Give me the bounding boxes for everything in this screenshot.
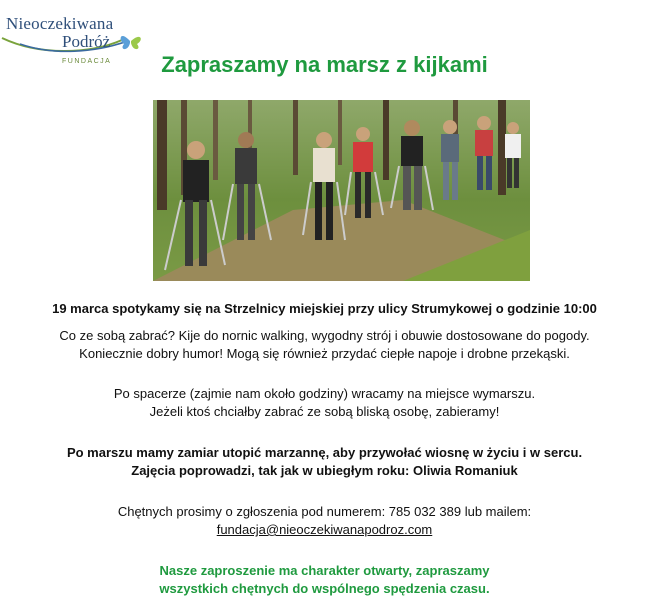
logo-name-line2: Podróż <box>62 32 111 51</box>
marzanna-line-1: Po marszu mamy zamiar utopić marzannę, aby przywołać wiosnę w życiu i w sercu. <box>66 445 583 460</box>
signup-text: Chętnych prosimy o zgłoszenia pod numerem: 785 032 389 lub mailem: <box>117 504 532 519</box>
logo-name-line1: Nieoczekiwana <box>6 14 114 33</box>
what-to-bring-line-1: Co ze sobą zabrać? Kije do nornic walking, wygodny strój i obuwie dostosowane do pogody. <box>59 328 590 343</box>
after-walk-line-2: Jeżeli ktoś chciałby zabrać ze sobą bliską osobę, zabieramy! <box>149 404 500 419</box>
event-date-location: 19 marca spotykamy się na Strzelnicy miejskiej przy ulicy Strumykowej o godzinie 10:00 <box>52 301 597 316</box>
logo-subtitle: FUNDACJA <box>62 58 112 65</box>
what-to-bring-line-2: Koniecznie dobry humor! Mogą się również przydać ciepłe napoje i drobne przekąski. <box>79 346 570 361</box>
instructor-line: Zajęcia poprowadzi, tak jak w ubiegłym roku: Oliwia Romaniuk <box>131 463 518 478</box>
after-walk-line-1: Po spacerze (zajmie nam około godziny) wracamy na miejsce wymarszu. <box>113 386 536 401</box>
page-title: Zapraszamy na marsz z kijkami <box>161 52 488 77</box>
nordic-walking-photo <box>153 100 530 281</box>
closing-line-1: Nasze zaproszenie ma charakter otwarty, zapraszamy <box>159 563 490 578</box>
closing-line-2: wszystkich chętnych do wspólnego spędzenia czasu. <box>159 581 490 596</box>
email-link[interactable]: fundacja@nieoczekiwanapodroz.com <box>216 522 433 537</box>
